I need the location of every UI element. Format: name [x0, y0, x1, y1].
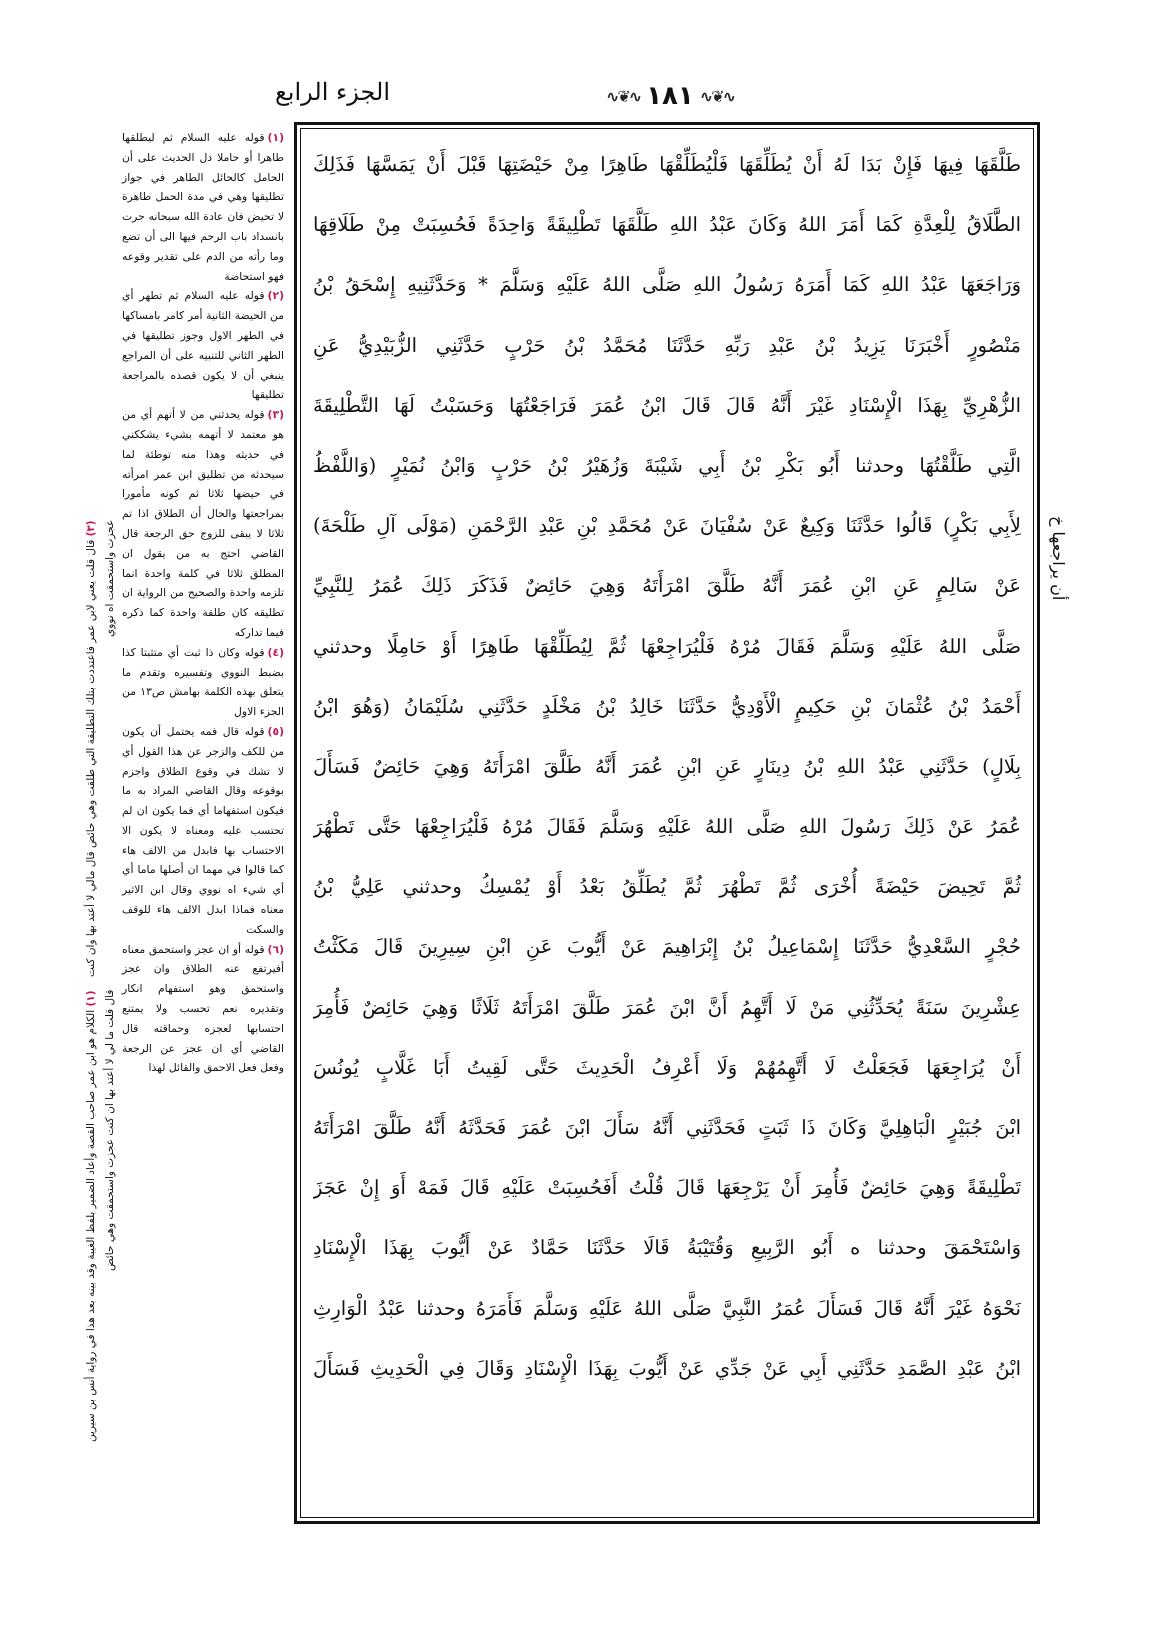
text-line: عَنْ سَالِمٍ عَنِ ابْنِ عُمَرَ أَنَّهُ طَلَّقَ امْرَأَتَهُ وَهِيَ حَائِضٌ فَذَكَرَ ذَلِكَ عُمَرُ لِلنَّبِيِّ: [313, 574, 1021, 598]
footnote-number: (٣): [267, 408, 284, 422]
text-line: تَطْلِيقَةً وَهِيَ حَائِضٌ فَأُمِرَ أَنْ يَرْجِعَهَا قَالَ قُلْتُ أَفَحُسِبَتْ عَلَيْهِ قَالَ فَمَهْ أَوَ إِنْ عَجَزَ: [313, 1176, 1021, 1200]
juz-title: الجزء الرابع: [275, 78, 390, 106]
text-line: وَرَاجَعَهَا عَبْدُ اللهِ كَمَا أَمَرَهُ رَسُولُ اللهِ صَلَّى اللهُ عَلَيْهِ وَسَلَّمَ * وَحَدَّثَنِيهِ إِسْحَقُ بْنُ: [313, 273, 1021, 297]
footnote-number: (٢): [267, 289, 284, 303]
page-header: [275, 72, 1040, 122]
footnote-number: (٤): [267, 645, 284, 659]
footnote: [122, 722, 284, 940]
footnote-vertical: [82, 990, 120, 1460]
text-line: عُمَرُ عَنْ ذَلِكَ رَسُولَ اللهِ صَلَّى اللهُ عَلَيْهِ وَسَلَّمَ فَقَالَ مُرْهُ فَلْيُرَاجِعْهَا حَتَّى تَطْهُرَ: [313, 815, 1021, 839]
text-line: ابْنُ عَبْدِ الصَّمَدِ حَدَّثَنِي أَبِي عَنْ جَدِّي عَنْ أَيُّوبَ بِهَذَا الْإِسْنَادِ وَقَالَ فِي الْحَدِيثِ فَسَأَلَ: [313, 1356, 1021, 1380]
text-line: بِلَالٍ) حَدَّثَنِي عَبْدُ اللهِ بْنُ دِينَارٍ عَنِ ابْنِ عُمَرَ أَنَّهُ طَلَّقَ امْرَأَتَهُ وَهِيَ حَائِضٌ فَسَأَلَ: [313, 754, 1021, 778]
page-number: ١٨١: [646, 81, 694, 111]
footnote-number: (١): [267, 131, 284, 144]
footnote-number: (١): [85, 990, 97, 1007]
text-line: نَحْوَهُ غَيْرَ أَنَّهُ قَالَ فَسَأَلَ عُمَرُ النَّبِيَّ صَلَّى اللهُ عَلَيْهِ وَسَلَّمَ فَأَمَرَهُ وحدثنا عَبْدُ الْوَارِثِ: [313, 1296, 1021, 1320]
hadith-text-block: [313, 135, 1021, 1511]
text-line: حُجْرٍ السَّعْدِيُّ حَدَّثَنَا إِسْمَاعِيلُ بْنُ إِبْرَاهِيمَ عَنْ أَيُّوبَ عَنِ ابْنِ سِيرِينَ قَالَ مَكَثْتُ: [313, 935, 1021, 959]
footnote: [122, 286, 284, 405]
footnote-text: قال قلت يعني لابن عمر فاعتددت بتلك التطليقة التي طلقت وهي حائض قال مالي لا أعتد بها وان كنت عجزت واستحمقت اه نووي: [85, 520, 116, 977]
text-line: مَنْصُورٍ أَخْبَرَنَا يَزِيدُ بْنُ عَبْدِ رَبِّهِ حَدَّثَنَا مُحَمَّدُ بْنُ حَرْبٍ حَدَّثَنِي الزُّبَيْدِيُّ عَنِ: [313, 333, 1021, 357]
footnote: [122, 128, 284, 286]
footnote-text: قوله وكان ذا ثبت أي متثبتا كذا بضبط النووي وتفسيره وتقدم ما يتعلق بهذه الكلمة بهامش ص١٣ من الجزء الاول: [122, 645, 284, 719]
footnote-number: (٦): [267, 942, 284, 956]
footnote-text: قوله عليه السلام ثم ليطلقها طاهرا أو حاملا دل الحديث على أن الحامل كالحائل الطاهر في جواز تطليقها وهي في مدة الحمل طاهرة لا تحيض فان عادة الله سبحانه جرت بانسداد باب الرحم فيها الى أن تضع وما رأته من الدم على تقدير وقوعه فهو استحاضة: [122, 131, 284, 283]
margin-gloss: أن يراجعها خ: [1049, 515, 1068, 600]
text-line: وَاسْتَحْمَقَ وحدثنا ه أَبُو الرَّبِيعِ وَقُتَيْبَةُ قَالَا حَدَّثَنَا حَمَّادٌ عَنْ أَيُّوبَ بِهَذَا الْإِسْنَادِ: [313, 1236, 1021, 1260]
footnotes-left-column: [58, 520, 120, 1530]
footnote-text: قوله يحدثني من لا أتهم أي من هو معتمد لا أتهمه بشيء يشككني في حديثه وهذا منه توطئة لما سيحدثه من تطليق ابن عمر امرأته في حيضها ثلاثا ثم كونه مأمورا بمراجعتها والحال أن الطلاق اذا تم ثلاثا لا يبقى للزوج حق الرجعة قال القاضي احتج به من يقول ان المطلق ثلاثا في كلمة واحدة انما تلزمه واحدة والصحيح من الرواية ان تطليقه كان طلقة واحدة كما ذكره فيما تداركه: [122, 408, 284, 639]
footnote: [122, 405, 284, 643]
text-line: أَنْ يُرَاجِعَهَا فَجَعَلْتُ لَا أَتَّهِمُهُمْ وَلَا أَعْرِفُ الْحَدِيثَ حَتَّى لَقِيتُ أَبَا غَلَّابٍ يُونُسَ: [313, 1055, 1021, 1079]
footnote: [122, 643, 284, 722]
footnote-number: (٣): [85, 520, 97, 537]
page-number-ornament: [590, 78, 750, 114]
text-line: لِأَبِي بَكْرٍ) قَالُوا حَدَّثَنَا وَكِيعٌ عَنْ سُفْيَانَ عَنْ مُحَمَّدِ بْنِ عَبْدِ الرَّحْمَنِ (مَوْلَى آلِ طَلْحَةَ): [313, 514, 1021, 538]
text-line: الَّتِي طَلَّقْتُهَا وحدثنا أَبُو بَكْرِ بْنُ أَبِي شَيْبَةَ وَزُهَيْرُ بْنُ حَرْبٍ وَابْنُ نُمَيْرٍ (وَاللَّفْظُ: [313, 453, 1021, 477]
text-line: الطَّلَاقُ لِلْعِدَّةِ كَمَا أَمَرَ اللهُ وَكَانَ عَبْدُ اللهِ طَلَّقَهَا تَطْلِيقَةً وَاحِدَةً فَحُسِبَتْ مِنْ طَلَاقِهَا: [313, 213, 1021, 237]
footnote: [122, 940, 284, 1079]
footnotes-right-column: [122, 128, 284, 1078]
text-line: أَحْمَدُ بْنُ عُثْمَانَ بْنِ حَكِيمٍ الْأَوْدِيُّ حَدَّثَنَا خَالِدُ بْنُ مَخْلَدٍ حَدَّثَنِي سُلَيْمَانُ (وَهُوَ ابْنُ: [313, 694, 1021, 718]
footnote-text: الكلام هو ابن عمر صاحب القصة وأعاد الضمير بلفظ الغيبة وقد بينه بعد هذا في رواية أنس بن سيرين قال قلت ما لي لا أعتد بها ان كنت عجزت واستحمقت وهي حائض: [85, 990, 116, 1442]
text-line: صَلَّى اللهُ عَلَيْهِ وَسَلَّمَ فَقَالَ مُرْهُ فَلْيُرَاجِعْهَا ثُمَّ لِيُطَلِّقْهَا طَاهِرًا أَوْ حَامِلًا وحدثني: [313, 634, 1021, 658]
text-line: طَلَّقَهَا فِيهَا فَإِنْ بَدَا لَهُ أَنْ يُطَلِّقَهَا فَلْيُطَلِّقْهَا طَاهِرًا مِنْ حَيْضَتِهَا قَبْلَ أَنْ يَمَسَّهَا فَذَلِكَ: [313, 153, 1021, 176]
text-line: الزُّهْرِيِّ بِهَذَا الْإِسْنَادِ غَيْرَ أَنَّهُ قَالَ قَالَ ابْنُ عُمَرَ فَرَاجَعْتُهَا وَحَسَبْتُ لَهَا التَّطْلِيقَةَ: [313, 393, 1021, 417]
ornament-left-icon: ∿❦∿: [605, 86, 641, 106]
footnote-number: (٥): [267, 724, 284, 738]
main-text-frame: [294, 122, 1040, 1524]
text-line: عِشْرِينَ سَنَةً يُحَدِّثُنِي مَنْ لَا أَتَّهِمُ أَنَّ ابْنَ عُمَرَ طَلَّقَ امْرَأَتَهُ ثَلَاثًا وَهِيَ حَائِضٌ فَأُمِرَ: [313, 995, 1021, 1019]
footnote-text: قوله عليه السلام ثم تطهر أي من الحيضة الثانية أمر كامر بامساكها في الطهر الاول وجوز تطليقها في الطهر الثاني للتنبيه على أن المراجع ينبغي أن لا يكون قصده بالمراجعة تطليقها: [122, 289, 284, 402]
ornament-right-icon: ∿❦∿: [699, 86, 735, 106]
text-line: ابْنَ جُبَيْرٍ الْبَاهِلِيَّ وَكَانَ ذَا ثَبَتٍ فَحَدَّثَنِي أَنَّهُ سَأَلَ ابْنَ عُمَرَ فَحَدَّثَهُ أَنَّهُ طَلَّقَ امْرَأَتَهُ: [313, 1116, 1021, 1139]
footnote-text: قوله أو ان عجز واستحمق معناه أفيرتفع عنه الطلاق وان عجز واستحمق وهو استفهام انكار وتقديره نعم تحسب ولا يمتنع احتسابها لعجزه وحماقته قال القاضي أي ان عجز عن الرجعة وفعل فعل الاحمق والقائل لهذا: [122, 942, 284, 1075]
footnote-text: قوله قال فمه يحتمل أن يكون من للكف والزجر عن هذا القول أي لا تشك في وقوع الطلاق واجزم بوقوعه وقال القاضي المراد به ما فيكون استفهاما أي فما يكون ان لم تحتسب عليه ومعناه لا يكون الا الاحتساب بها فابدل من الالف هاء كما قالوا في مهما ان أصلها ماما أي أي شيء اه نووي وقال ابن الاثير معناه فماذا ابدل الالف هاء للوقف والسكت: [122, 724, 284, 936]
text-line: ثُمَّ تَحِيضَ حَيْضَةً أُخْرَى ثُمَّ تَطْهُرَ ثُمَّ يُطَلِّقُ بَعْدُ أَوْ يُمْسِكُ وحدثني عَلِيُّ بْنُ: [313, 875, 1021, 899]
footnote-vertical: [82, 520, 120, 990]
